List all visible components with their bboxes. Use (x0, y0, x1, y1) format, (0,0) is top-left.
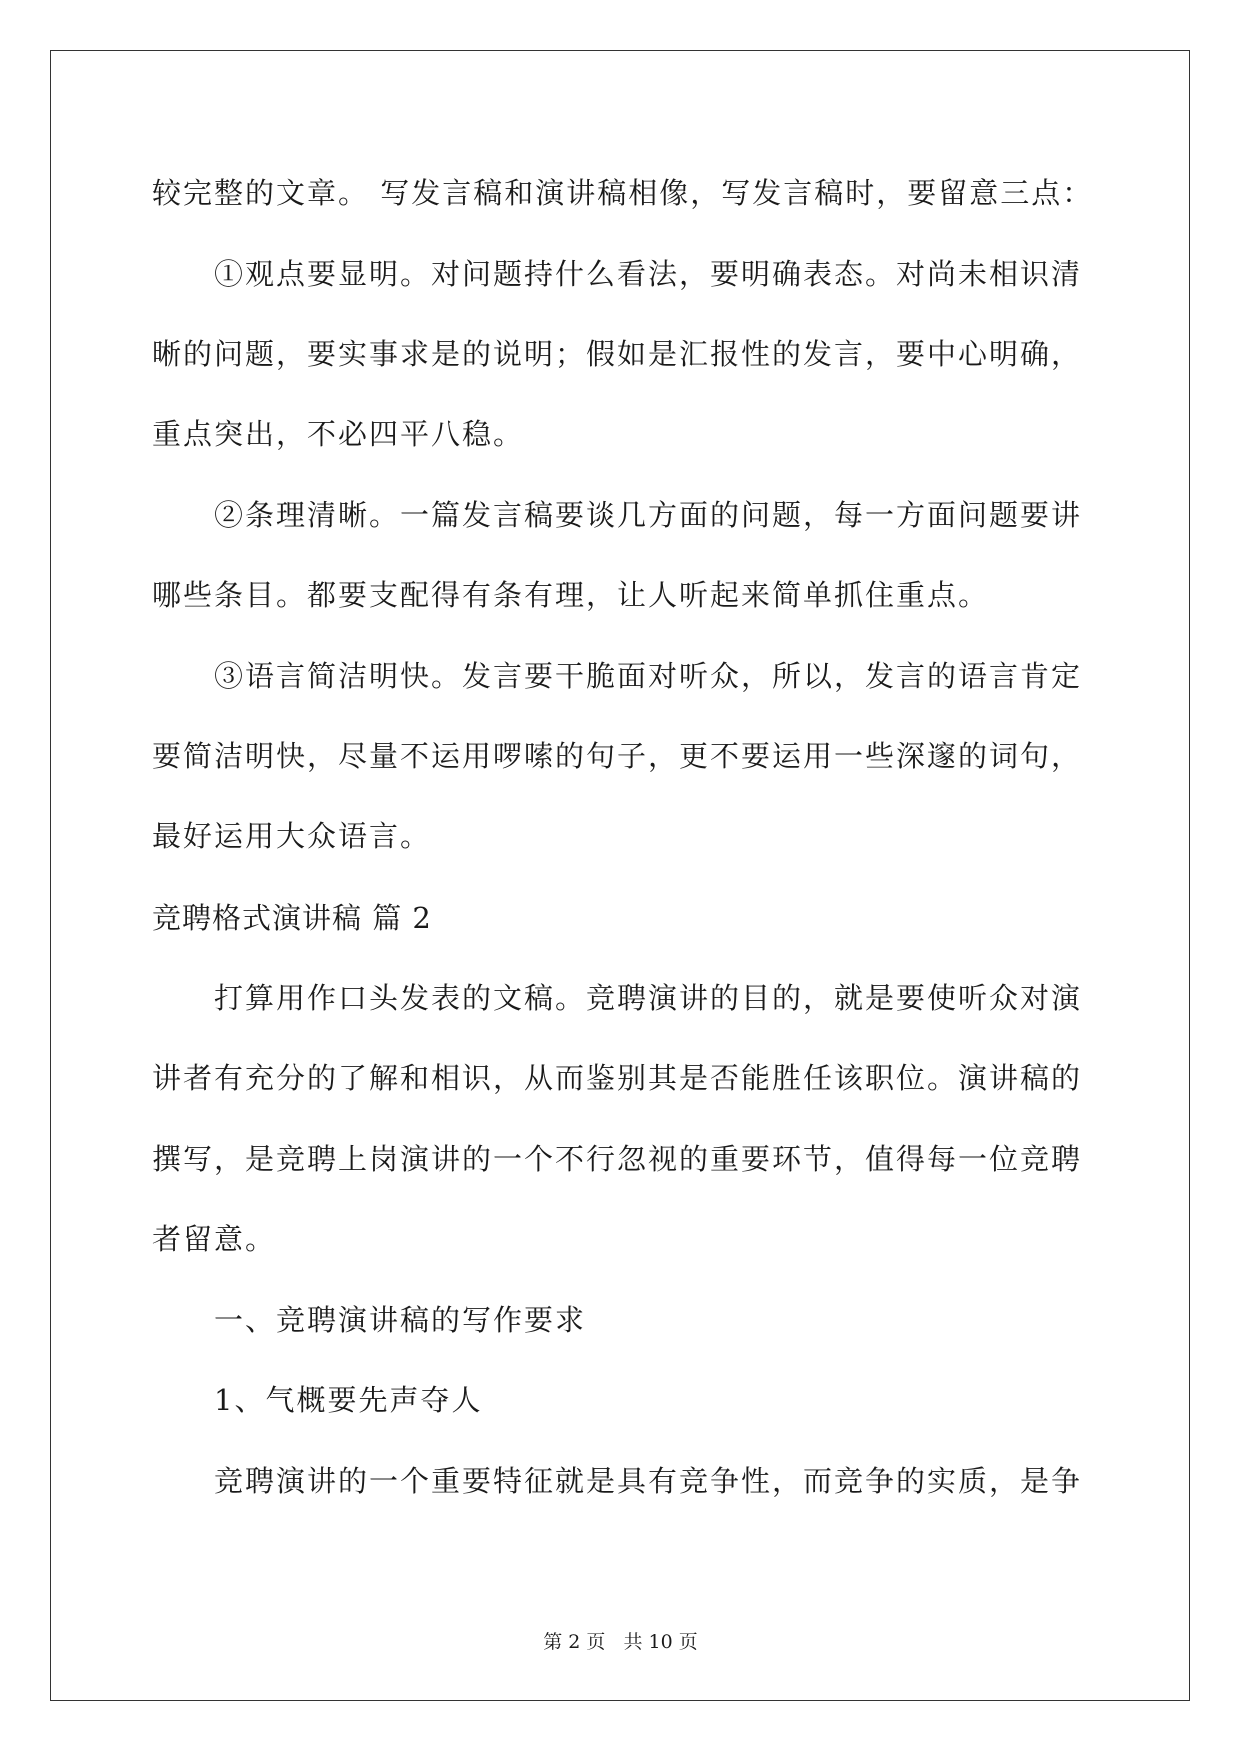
body-line-9: 最好运用大众语言。 (152, 819, 432, 853)
subheading-point-1: 1、气概要先声夺人 (214, 1383, 483, 1417)
body-line-13: 撰写，是竞聘上岗演讲的一个不行忽视的重要环节，值得每一位竞聘 (152, 1142, 1083, 1176)
page-border (50, 50, 1190, 1701)
page-footer (0, 1630, 1241, 1654)
section-heading: 竞聘格式演讲稿 篇 2 (152, 901, 432, 935)
body-line-5: ②条理清晰。一篇发言稿要谈几方面的问题，每一方面问题要讲 (214, 498, 1083, 532)
body-line-11: 打算用作口头发表的文稿。竞聘演讲的目的，就是要使听众对演 (214, 981, 1083, 1015)
body-line-1: 较完整的文章。 写发言稿和演讲稿相像，写发言稿时，要留意三点： (152, 176, 1094, 210)
page-number: 第 2 页 (543, 1631, 606, 1653)
body-line-7: ③语言简洁明快。发言要干脆面对听众，所以，发言的语言肯定 (214, 659, 1083, 693)
body-line-3: 晰的问题，要实事求是的说明；假如是汇报性的发言，要中心明确， (152, 337, 1083, 371)
subheading-requirements: 一、竞聘演讲稿的写作要求 (214, 1303, 587, 1337)
page-total: 共 10 页 (623, 1631, 698, 1653)
body-line-14: 者留意。 (152, 1222, 277, 1256)
body-line-12: 讲者有充分的了解和相识，从而鉴别其是否能胜任该职位。演讲稿的 (152, 1061, 1083, 1095)
body-line-2: ①观点要显明。对问题持什么看法，要明确表态。对尚未相识清 (214, 257, 1083, 291)
body-line-4: 重点突出，不必四平八稳。 (152, 417, 525, 451)
body-line-17: 竞聘演讲的一个重要特征就是具有竞争性，而竞争的实质，是争 (214, 1464, 1083, 1498)
body-line-6: 哪些条目。都要支配得有条有理，让人听起来简单抓住重点。 (152, 578, 990, 612)
body-line-8: 要简洁明快，尽量不运用啰嗦的句子，更不要运用一些深邃的词句， (152, 739, 1083, 773)
